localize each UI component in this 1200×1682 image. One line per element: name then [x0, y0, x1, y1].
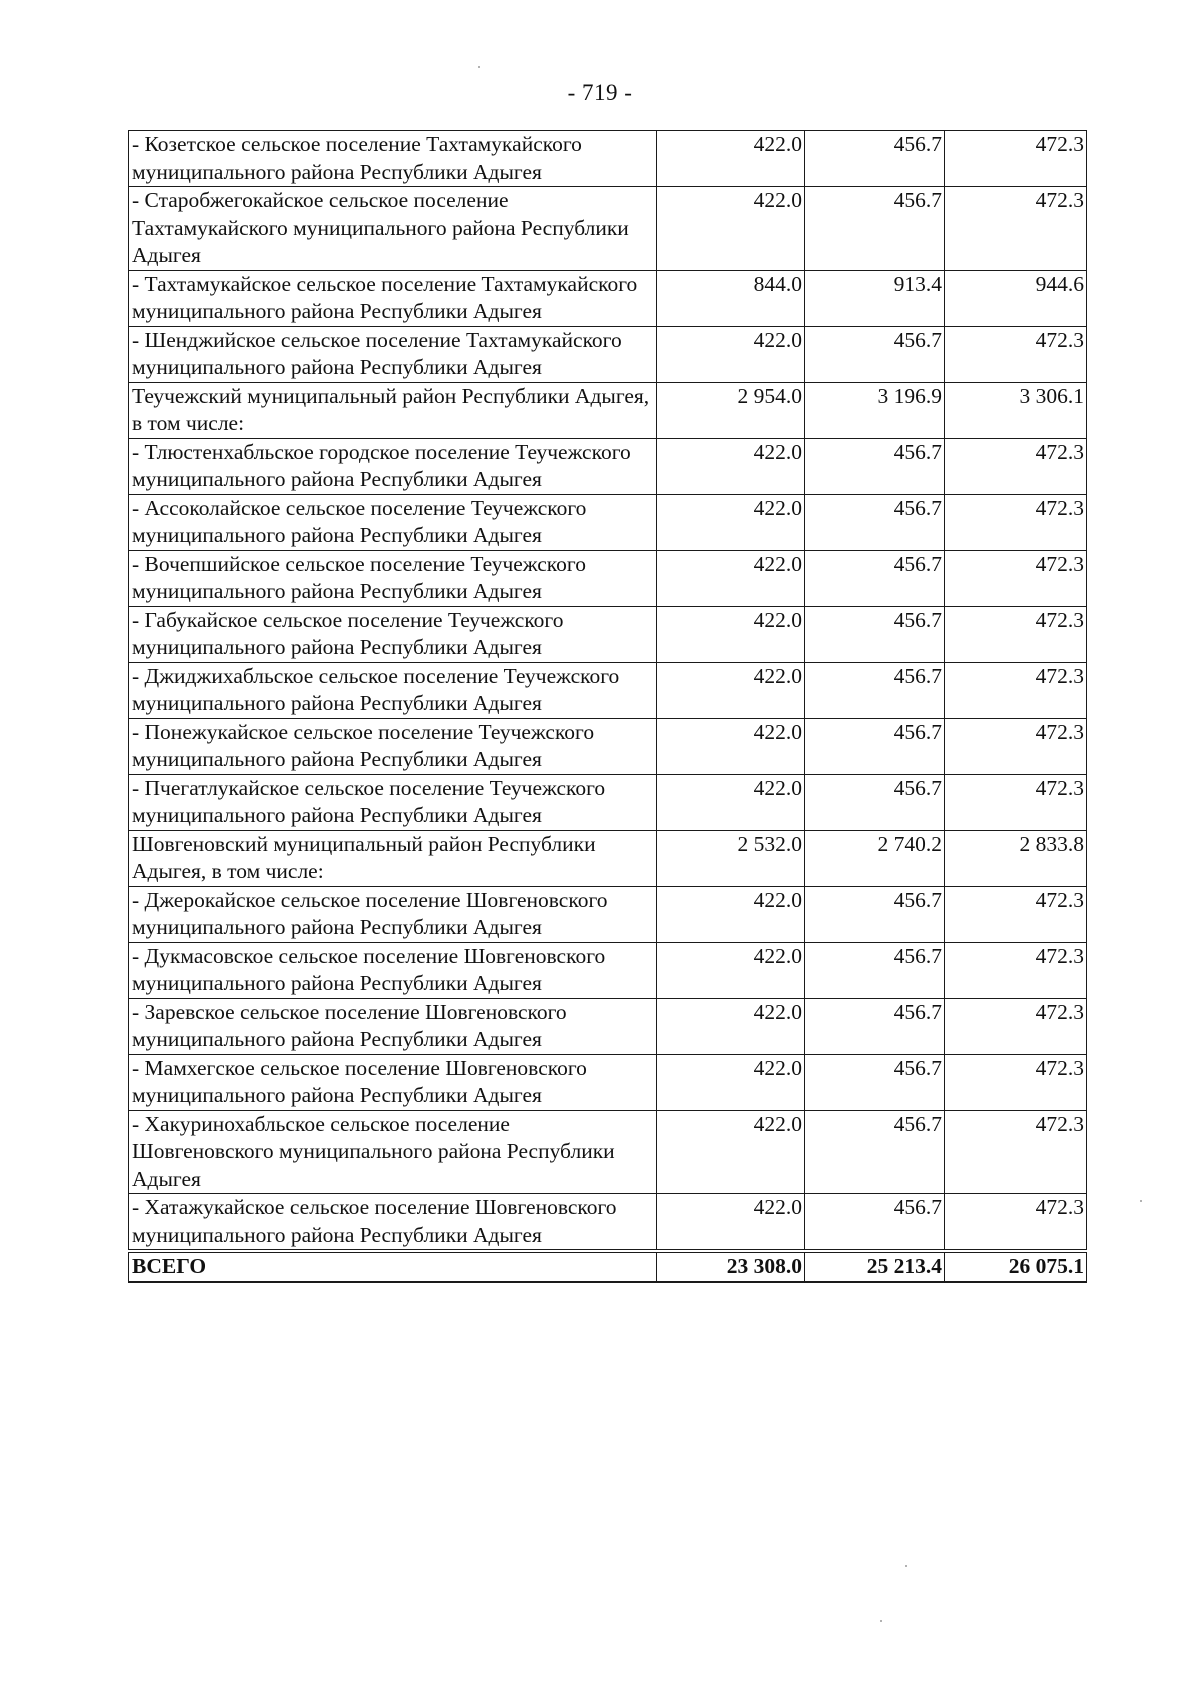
value-cell: 472.3 [945, 187, 1087, 271]
value-cell: 422.0 [657, 998, 805, 1054]
settlement-name: - Ассоколайское сельское поселение Теучежского муниципального района Республики Адыгея [129, 494, 657, 550]
value-cell: 472.3 [945, 494, 1087, 550]
value-cell: 3 196.9 [805, 382, 945, 438]
value-cell: 472.3 [945, 998, 1087, 1054]
table-row [129, 998, 1087, 1054]
value-cell: 456.7 [805, 187, 945, 271]
settlement-name: - Джиджихабльское сельское поселение Теучежского муниципального района Республики Адыгея [129, 662, 657, 718]
district-name: Теучежский муниципальный район Республики Адыгея, в том числе: [129, 382, 657, 438]
value-cell: 3 306.1 [945, 382, 1087, 438]
value-cell: 422.0 [657, 131, 805, 187]
value-cell: 456.7 [805, 718, 945, 774]
settlement-name: - Козетское сельское поселение Тахтамукайского муниципального района Республики Адыгея [129, 131, 657, 187]
table-row [129, 606, 1087, 662]
settlement-name: - Хакуринохабльское сельское поселение Шовгеновского муниципального района Республики Адыгея [129, 1110, 657, 1194]
budget-table [128, 130, 1087, 1283]
total-row [129, 1251, 1087, 1282]
settlement-name: - Тахтамукайское сельское поселение Тахтамукайского муниципального района Республики Адыгея [129, 270, 657, 326]
value-cell: 456.7 [805, 886, 945, 942]
value-cell: 944.6 [945, 270, 1087, 326]
value-cell: 913.4 [805, 270, 945, 326]
value-cell: 2 532.0 [657, 830, 805, 886]
table-row [129, 942, 1087, 998]
value-cell: 422.0 [657, 326, 805, 382]
settlement-name: - Старобжегокайское сельское поселение Тахтамукайского муниципального района Республики Адыгея [129, 187, 657, 271]
table-row [129, 774, 1087, 830]
value-cell: 422.0 [657, 718, 805, 774]
value-cell: 456.7 [805, 550, 945, 606]
page-number: - 719 - [567, 80, 633, 105]
value-cell: 472.3 [945, 718, 1087, 774]
value-cell: 456.7 [805, 942, 945, 998]
value-cell: 472.3 [945, 1054, 1087, 1110]
scan-speck [1140, 1200, 1142, 1202]
district-name: Шовгеновский муниципальный район Республики Адыгея, в том числе: [129, 830, 657, 886]
value-cell: 472.3 [945, 550, 1087, 606]
value-cell: 456.7 [805, 438, 945, 494]
table-row [129, 1110, 1087, 1194]
value-cell: 2 740.2 [805, 830, 945, 886]
total-value: 23 308.0 [657, 1251, 805, 1282]
value-cell: 422.0 [657, 886, 805, 942]
value-cell: 844.0 [657, 270, 805, 326]
value-cell: 472.3 [945, 886, 1087, 942]
value-cell: 422.0 [657, 550, 805, 606]
settlement-name: - Шенджийское сельское поселение Тахтамукайского муниципального района Республики Адыгея [129, 326, 657, 382]
settlement-name: - Мамхегское сельское поселение Шовгеновского муниципального района Республики Адыгея [129, 1054, 657, 1110]
district-row [129, 382, 1087, 438]
value-cell: 456.7 [805, 662, 945, 718]
value-cell: 2 833.8 [945, 830, 1087, 886]
value-cell: 422.0 [657, 494, 805, 550]
value-cell: 456.7 [805, 1110, 945, 1194]
settlement-name: - Джерокайское сельское поселение Шовгеновского муниципального района Республики Адыгея [129, 886, 657, 942]
table-row [129, 662, 1087, 718]
settlement-name: - Тлюстенхабльское городское поселение Теучежского муниципального района Республики Адыгея [129, 438, 657, 494]
scan-speck [905, 1565, 907, 1567]
scan-speck [478, 66, 480, 68]
value-cell: 422.0 [657, 1194, 805, 1252]
value-cell: 2 954.0 [657, 382, 805, 438]
table-row [129, 131, 1087, 187]
settlement-name: - Дукмасовское сельское поселение Шовгеновского муниципального района Республики Адыгея [129, 942, 657, 998]
value-cell: 472.3 [945, 131, 1087, 187]
scan-speck [880, 1620, 882, 1622]
value-cell: 422.0 [657, 606, 805, 662]
table-row [129, 886, 1087, 942]
settlement-name: - Заревское сельское поселение Шовгеновского муниципального района Республики Адыгея [129, 998, 657, 1054]
value-cell: 472.3 [945, 1110, 1087, 1194]
table-row [129, 1194, 1087, 1252]
table-row [129, 187, 1087, 271]
value-cell: 422.0 [657, 774, 805, 830]
settlement-name: - Габукайское сельское поселение Теучежского муниципального района Республики Адыгея [129, 606, 657, 662]
value-cell: 472.3 [945, 1194, 1087, 1252]
table-row [129, 1054, 1087, 1110]
settlement-name: - Хатажукайское сельское поселение Шовгеновского муниципального района Республики Адыгея [129, 1194, 657, 1252]
value-cell: 422.0 [657, 187, 805, 271]
table-row [129, 326, 1087, 382]
value-cell: 472.3 [945, 438, 1087, 494]
table-row [129, 494, 1087, 550]
value-cell: 456.7 [805, 494, 945, 550]
value-cell: 456.7 [805, 774, 945, 830]
table-row [129, 270, 1087, 326]
value-cell: 472.3 [945, 942, 1087, 998]
value-cell: 422.0 [657, 662, 805, 718]
value-cell: 422.0 [657, 1054, 805, 1110]
value-cell: 422.0 [657, 438, 805, 494]
value-cell: 472.3 [945, 774, 1087, 830]
settlement-name: - Понежукайское сельское поселение Теучежского муниципального района Республики Адыгея [129, 718, 657, 774]
total-label: ВСЕГО [129, 1251, 657, 1282]
value-cell: 456.7 [805, 1194, 945, 1252]
value-cell: 456.7 [805, 998, 945, 1054]
total-value: 26 075.1 [945, 1251, 1087, 1282]
value-cell: 456.7 [805, 1054, 945, 1110]
value-cell: 472.3 [945, 662, 1087, 718]
district-row [129, 830, 1087, 886]
value-cell: 422.0 [657, 1110, 805, 1194]
value-cell: 456.7 [805, 131, 945, 187]
table-row [129, 550, 1087, 606]
value-cell: 472.3 [945, 326, 1087, 382]
value-cell: 422.0 [657, 942, 805, 998]
table-row [129, 438, 1087, 494]
table-row [129, 718, 1087, 774]
value-cell: 456.7 [805, 326, 945, 382]
settlement-name: - Вочепшийское сельское поселение Теучежского муниципального района Республики Адыгея [129, 550, 657, 606]
settlement-name: - Пчегатлукайское сельское поселение Теучежского муниципального района Республики Адыгея [129, 774, 657, 830]
value-cell: 472.3 [945, 606, 1087, 662]
total-value: 25 213.4 [805, 1251, 945, 1282]
value-cell: 456.7 [805, 606, 945, 662]
